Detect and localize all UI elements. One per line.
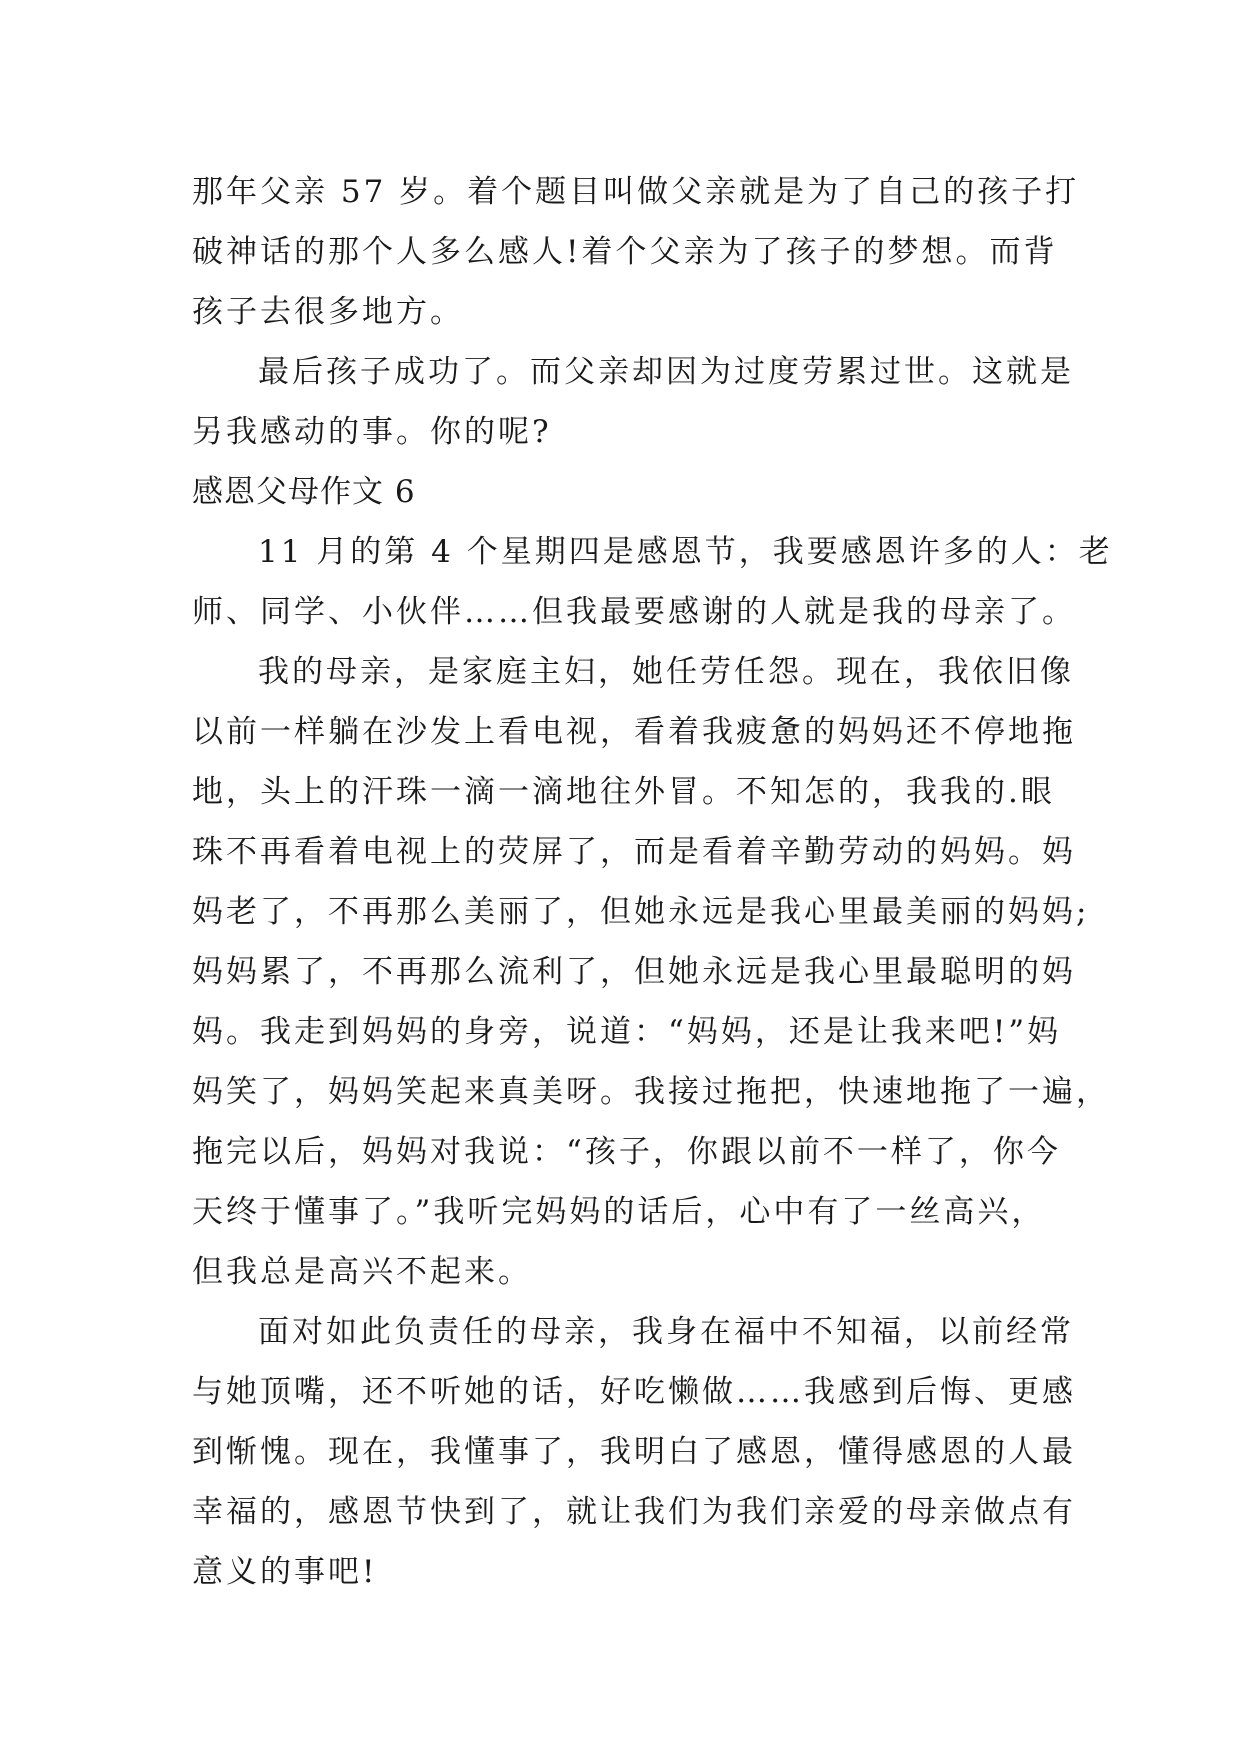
text-line: 师、同学、小伙伴……但我最要感谢的人就是我的母亲了。: [192, 594, 1076, 630]
text-line: 面对如此负责任的母亲，我身在福中不知福，以前经常: [258, 1314, 1074, 1350]
section-heading: 感恩父母作文 6: [192, 474, 416, 510]
text-line: 地，头上的汗珠一滴一滴地往外冒。不知怎的，我我的.眼: [192, 774, 1055, 810]
text-line: 拖完以后，妈妈对我说：“孩子，你跟以前不一样了，你今: [192, 1134, 1061, 1170]
text-line: 另我感动的事。你的呢?: [192, 414, 552, 450]
text-line: 那年父亲 57 岁。着个题目叫做父亲就是为了自己的孩子打: [192, 174, 1080, 210]
text-line: 到惭愧。现在，我懂事了，我明白了感恩，懂得感恩的人最: [192, 1434, 1076, 1470]
text-line: 11 月的第 4 个星期四是感恩节，我要感恩许多的人：老: [258, 534, 1113, 570]
text-line: 天终于懂事了。”我听完妈妈的话后，心中有了一丝高兴，: [192, 1194, 1046, 1230]
text-line: 最后孩子成功了。而父亲却因为过度劳累过世。这就是: [258, 354, 1074, 390]
text-line: 妈妈累了，不再那么流利了，但她永远是我心里最聪明的妈: [192, 954, 1076, 990]
document-body: [192, 162, 1113, 1602]
text-line: 妈笑了，妈妈笑起来真美呀。我接过拖把，快速地拖了一遍，: [192, 1074, 1110, 1110]
text-line: 破神话的那个人多么感人!着个父亲为了孩子的梦想。而背: [192, 234, 1058, 270]
paragraph-5: [192, 1302, 1076, 1602]
text-line: 孩子去很多地方。: [192, 294, 464, 330]
text-line: 但我总是高兴不起来。: [192, 1254, 532, 1290]
paragraph-3: [192, 522, 1113, 642]
text-line: 意义的事吧!: [192, 1554, 378, 1590]
text-line: 妈。我走到妈妈的身旁，说道：“妈妈，还是让我来吧!”妈: [192, 1014, 1062, 1050]
text-line: 以前一样躺在沙发上看电视，看着我疲惫的妈妈还不停地拖: [192, 714, 1076, 750]
text-line: 珠不再看着电视上的荧屏了，而是看着辛勤劳动的妈妈。妈: [192, 834, 1076, 870]
paragraph-4: [192, 642, 1110, 1302]
paragraph-1: [192, 162, 1080, 342]
text-line: 与她顶嘴，还不听她的话，好吃懒做……我感到后悔、更感: [192, 1374, 1076, 1410]
text-line: 幸福的，感恩节快到了，就让我们为我们亲爱的母亲做点有: [192, 1494, 1076, 1530]
text-line: 我的母亲，是家庭主妇，她任劳任怨。现在，我依旧像: [258, 654, 1074, 690]
paragraph-2: [192, 342, 1072, 462]
text-line: 妈老了，不再那么美丽了，但她永远是我心里最美丽的妈妈;: [192, 894, 1090, 930]
